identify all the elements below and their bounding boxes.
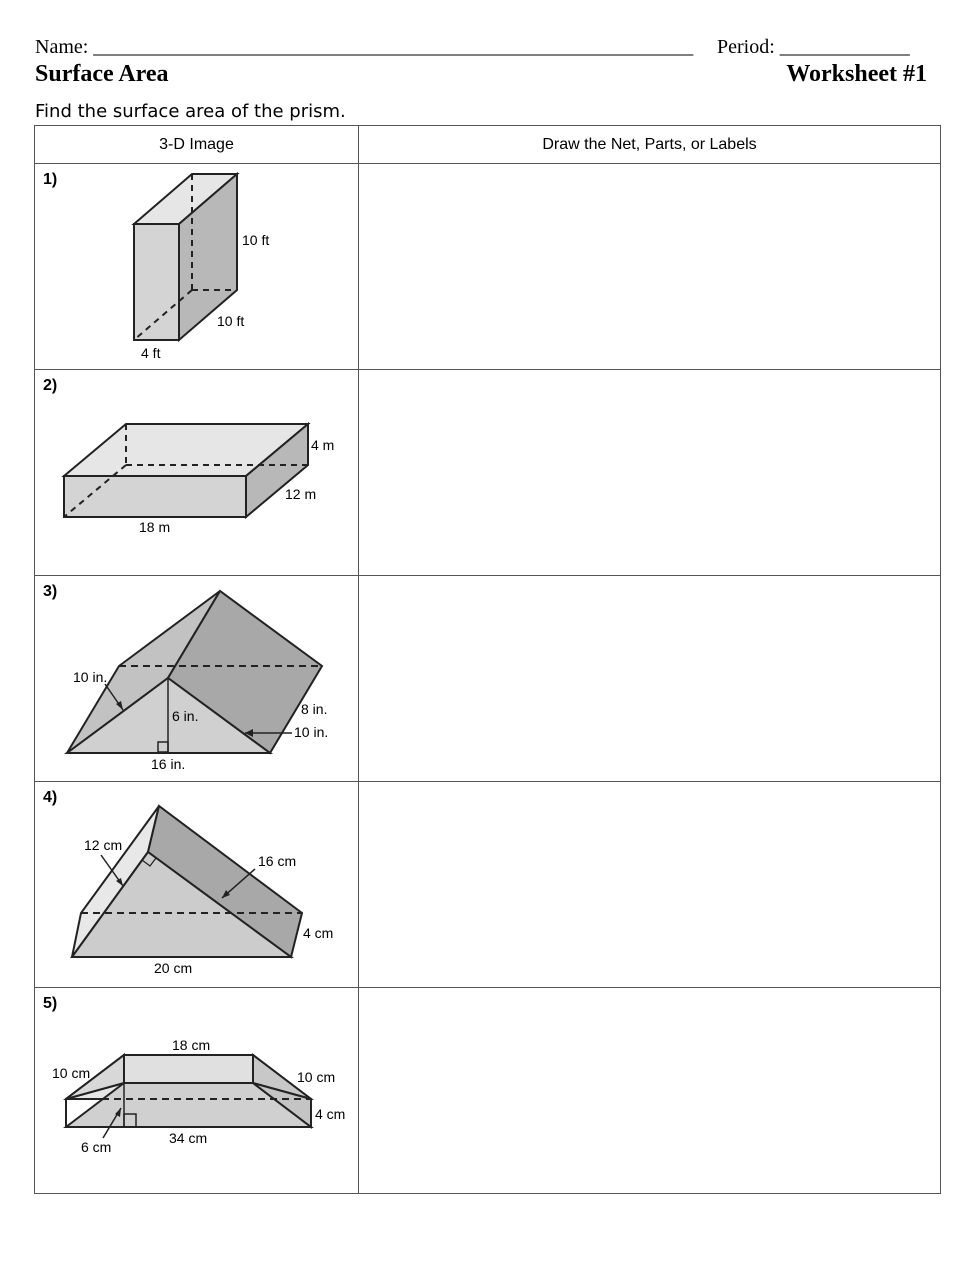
problem-2-work-area[interactable] <box>359 370 941 576</box>
problem-number: 2) <box>43 377 58 394</box>
prism-length-label: 4 cm <box>315 1106 346 1122</box>
problem-row-2 <box>35 370 941 576</box>
problem-number: 1) <box>43 171 58 188</box>
column-header-net: Draw the Net, Parts, or Labels <box>359 126 941 164</box>
slant-label: 10 in. <box>73 669 108 685</box>
depth-label: 10 ft <box>217 313 245 329</box>
problem-5-work-area[interactable] <box>359 988 941 1194</box>
instructions: Find the surface area of the prism. <box>35 101 346 122</box>
problem-5-image-cell <box>35 988 359 1194</box>
problem-3-work-area[interactable] <box>359 576 941 782</box>
problem-4-work-area[interactable] <box>359 782 941 988</box>
problem-1-image-cell <box>35 164 359 370</box>
top-base-label: 18 cm <box>172 1037 211 1053</box>
problem-row-4 <box>35 782 941 988</box>
base-label: 20 cm <box>154 960 193 976</box>
left-side-label: 10 cm <box>52 1065 91 1081</box>
base-label: 16 in. <box>151 756 186 772</box>
name-field[interactable]: Name: ____________________________________________________________ <box>35 36 694 58</box>
width-label: 4 ft <box>141 345 161 361</box>
height-label: 6 cm <box>81 1139 112 1155</box>
trapezoidal-prism-figure-5 <box>35 988 358 1194</box>
problem-number: 3) <box>43 583 58 600</box>
table-header-row <box>35 126 941 164</box>
period-field[interactable]: Period: _____________ <box>717 36 910 58</box>
slant-label: 12 cm <box>84 837 123 853</box>
page-title: Surface Area <box>35 61 169 87</box>
problem-row-3 <box>35 576 941 782</box>
prism-length-label: 4 cm <box>303 925 334 941</box>
triangular-prism-figure-3 <box>35 576 358 782</box>
rectangular-prism-figure-2 <box>35 370 358 576</box>
prism-length-label: 8 in. <box>301 701 328 717</box>
length-label: 18 m <box>139 519 171 535</box>
right-side-label: 10 cm <box>297 1069 336 1085</box>
problem-3-image-cell <box>35 576 359 782</box>
problem-4-image-cell <box>35 782 359 988</box>
triangular-prism-figure-4 <box>35 782 358 988</box>
problem-row-1 <box>35 164 941 370</box>
problem-number: 4) <box>43 789 58 806</box>
problem-row-5 <box>35 988 941 1194</box>
side-label: 10 in. <box>294 724 329 740</box>
bottom-base-label: 34 cm <box>169 1130 208 1146</box>
problem-2-image-cell <box>35 370 359 576</box>
depth-label: 12 m <box>285 486 317 502</box>
height-label: 10 ft <box>242 232 270 248</box>
worksheet-number: Worksheet #1 <box>786 61 927 87</box>
problem-1-work-area[interactable] <box>359 164 941 370</box>
column-header-3d-image: 3-D Image <box>35 126 359 164</box>
worksheet-table <box>34 125 941 1194</box>
rectangular-prism-figure-1 <box>35 164 358 370</box>
problem-number: 5) <box>43 995 58 1012</box>
height-label: 4 m <box>311 437 335 453</box>
triangle-height-label: 6 in. <box>172 708 199 724</box>
hypotenuse-label: 16 cm <box>258 853 297 869</box>
